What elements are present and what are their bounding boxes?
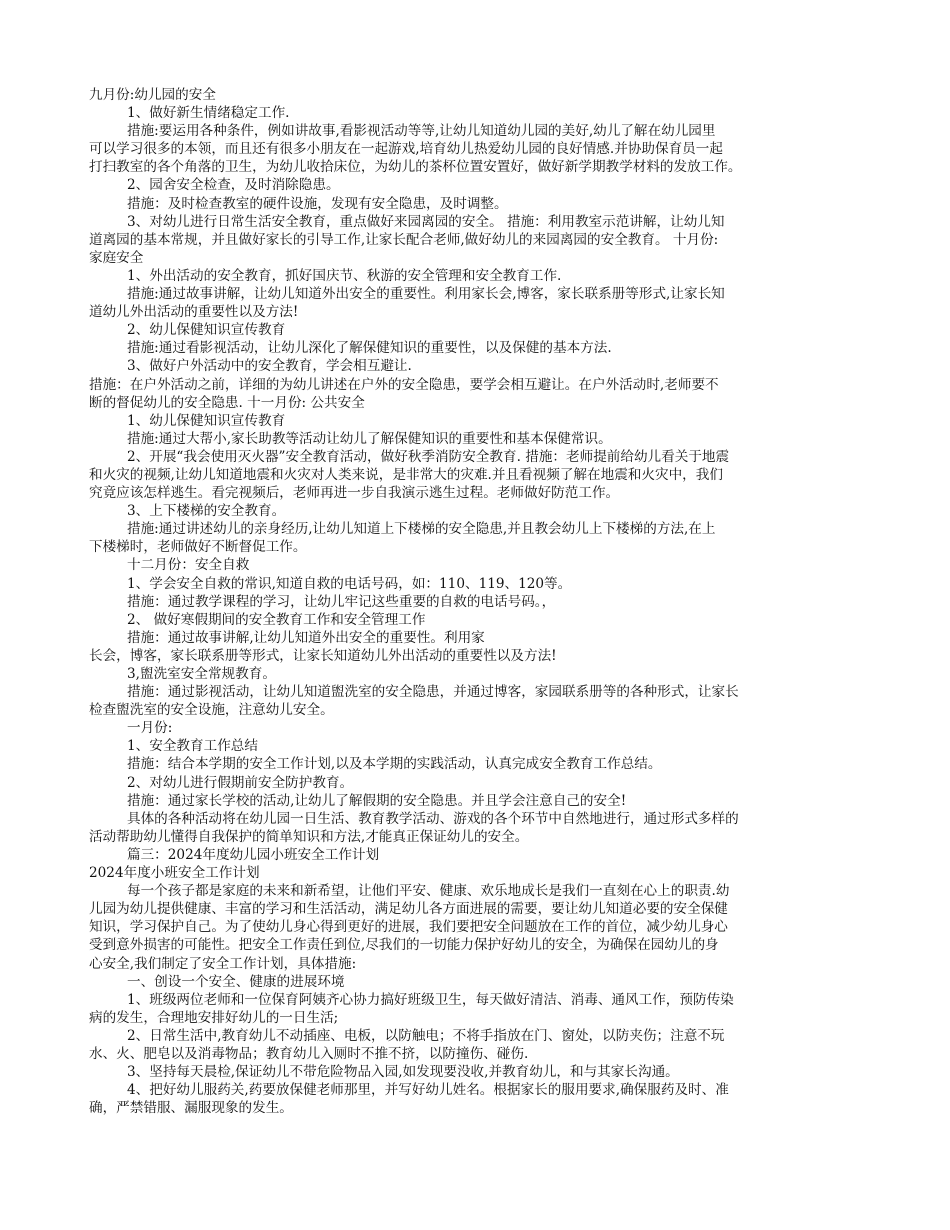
text-line: 可以学习很多的本领，而且还有很多小朋友在一起游戏,培育幼儿热爱幼儿园的良好情感.并协助保育员一起 [89,141,723,158]
text-line: 受到意外损害的可能性。把安全工作责任到位,尽我们的一切能力保护好幼儿的安全，为确保在园幼儿的身 [89,937,719,954]
text-line: 水、火、肥皂以及消毒物品；教育幼儿入厕时不推不挤，以防撞伤、碰伤. [89,1045,529,1062]
text-line: 一、创设一个安全、健康的进展环境 [127,973,345,990]
text-line: 措施:要运用各种条件，例如讲故事,看影视活动等等,让幼儿知道幼儿园的美好,幼儿了解在幼儿园里 [127,123,716,140]
text-line: 具体的各种活动将在幼儿园一日生活、教育教学活动、游戏的各个环节中自然地进行，通过形式多样的 [127,810,739,827]
text-line: 儿园为幼儿提供健康、丰富的学习和生活活动，满足幼儿各方面进展的需要，要让幼儿知道必要的安全保健 [89,901,728,918]
text-line: 断的督促幼儿的安全隐患. 十一月份: 公共安全 [89,394,365,411]
document-body [89,86,861,1117]
text-line: 措施:通过大帮小,家长助教等活动让幼儿了解保健知识的重要性和基本保健常识。 [127,430,612,447]
text-line: 3、坚持每天晨检,保证幼儿不带危险物品入园,如发现要没收,并教育幼儿，和与其家长沟通。 [127,1064,679,1081]
text-line: 1、外出活动的安全教育，抓好国庆节、秋游的安全管理和安全教育工作. [127,267,562,284]
text-line: 3,盥洗室安全常规教育。 [127,666,276,682]
text-line: 2、开展“我会使用灭火器”安全教育活动，做好秋季消防安全教育. 措施：老师提前给幼儿看关于地震 [127,448,730,465]
text-line: 打扫教室的各个角落的卫生，为幼儿收拾床位，为幼儿的茶杯位置安置好，做好新学期教学材料的发放工作。 [89,159,742,176]
text-line: 知识，学习保护自己。为了使幼儿身心得到更好的进展，我们要把安全问题放在工作的首位，减少幼儿身心 [89,919,728,936]
text-line: 长会，博客，家长联系册等形式，让家长知道幼儿外出活动的重要性以及方法! [89,647,557,664]
text-line: 措施：通过影视活动，让幼儿知道盥洗室的安全隐患，并通过博客，家园联系册等的各种形式，让家长 [127,684,739,701]
text-line: 活动帮助幼儿懂得自我保护的简单知识和方法,才能真正保证幼儿的安全。 [89,828,529,845]
text-line: 家庭安全 [89,249,144,266]
text-line: 下楼梯时，老师做好不断督促工作。 [89,539,307,556]
text-line: 措施:通过讲述幼儿的亲身经历,让幼儿知道上下楼梯的安全隐患,并且教会幼儿上下楼梯的方法,在上 [127,521,716,538]
text-line: 1、幼儿保健知识宣传教育 [127,412,286,429]
text-line: 措施：结合本学期的安全工作计划,以及本学期的实践活动，认真完成安全教育工作总结。 [127,756,662,773]
text-line: 十二月份：安全自救 [127,557,250,574]
text-line: 措施：在户外活动之前，详细的为幼儿讲述在户外的安全隐患，要学会相互避让。在户外活动时,老师要不 [89,376,719,393]
text-line: 措施：通过教学课程的学习，让幼儿牢记这些重要的自救的电话号码。， [127,593,556,610]
text-line: 2、对幼儿进行假期前安全防护教育。 [127,774,354,791]
text-line: 检查盥洗室的安全设施，注意幼儿安全。 [89,702,334,719]
text-line: 3、做好户外活动中的安全教育，学会相互避让. [127,358,412,375]
text-line: 3、对幼儿进行日常生活安全教育，重点做好来园离园的安全。 措施：利用教室示范讲解，让幼儿知 [127,213,725,230]
text-line: 2、幼儿保健知识宣传教育 [127,322,286,339]
text-line: 九月份:幼儿园的安全 [89,87,216,103]
text-line: 措施:通过故事讲解，让幼儿知道外出安全的重要性。利用家长会,博客，家长联系册等形式,让家长知 [127,286,725,303]
text-line: 措施：通过故事讲解,让幼儿知道外出安全的重要性。利用家 [127,629,485,646]
text-line: 2、园舍安全检查，及时消除隐患。 [127,177,340,194]
text-line: 和火灾的视频,让幼儿知道地震和火灾对人类来说，是非常大的灾难.并且看视频了解在地震和火灾中，我们 [89,466,723,483]
text-line: 1、安全教育工作总结 [127,738,258,755]
text-line: 2024年度小班安全工作计划 [89,865,260,882]
text-line: 道幼儿外出活动的重要性以及方法! [89,304,299,321]
text-line: 一月份: [127,720,173,737]
text-line: 3、上下楼梯的安全教育。 [127,503,286,520]
text-line: 措施:通过看影视活动，让幼儿深化了解保健知识的重要性，以及保健的基本方法. [127,340,612,357]
text-line: 篇三：2024年度幼儿园小班安全工作计划 [127,846,380,863]
text-line: 2、日常生活中,教育幼儿不动插座、电板，以防触电；不将手指放在门、窗处，以防夹伤；注意不玩 [127,1027,725,1044]
text-line: 措施：通过家长学校的活动,让幼儿了解假期的安全隐患。并且学会注意自己的安全! [127,792,627,809]
text-line: 1、学会安全自救的常识,知道自救的电话号码，如：110、119、120等。 [127,575,572,592]
text-line: 1、班级两位老师和一位保育阿姨齐心协力搞好班级卫生，每天做好清洁、消毒、通风工作，预防传染 [127,991,734,1008]
text-line: 1、做好新生情绪稳定工作. [127,105,290,122]
text-line: 道离园的基本常规，并且做好家长的引导工作,让家长配合老师,做好幼儿的来园离园的安全教育。 十月份: [89,231,719,248]
text-line: 4、把好幼儿服药关,药要放保健老师那里，并写好幼儿姓名。根据家长的服用要求,确保服药及时、准 [127,1082,729,1099]
text-line: 措施：及时检查教室的硬件设施，发现有安全隐患，及时调整。 [127,195,508,212]
text-line: 2、 做好寒假期间的安全教育工作和安全管理工作 [127,611,426,628]
text-line: 病的发生，合理地安排好幼儿的一日生活; [89,1009,339,1026]
text-line: 心安全,我们制定了安全工作计划，具体措施: [89,955,357,972]
text-line: 每一个孩子都是家庭的未来和新希望，让他们平安、健康、欢乐地成长是我们一直刻在心上的职责.幼 [127,883,730,900]
text-line: 究竟应该怎样逃生。看完视频后，老师再进一步自我演示逃生过程。老师做好防范工作。 [89,485,620,502]
text-line: 确，严禁错服、漏服现象的发生。 [89,1100,293,1117]
